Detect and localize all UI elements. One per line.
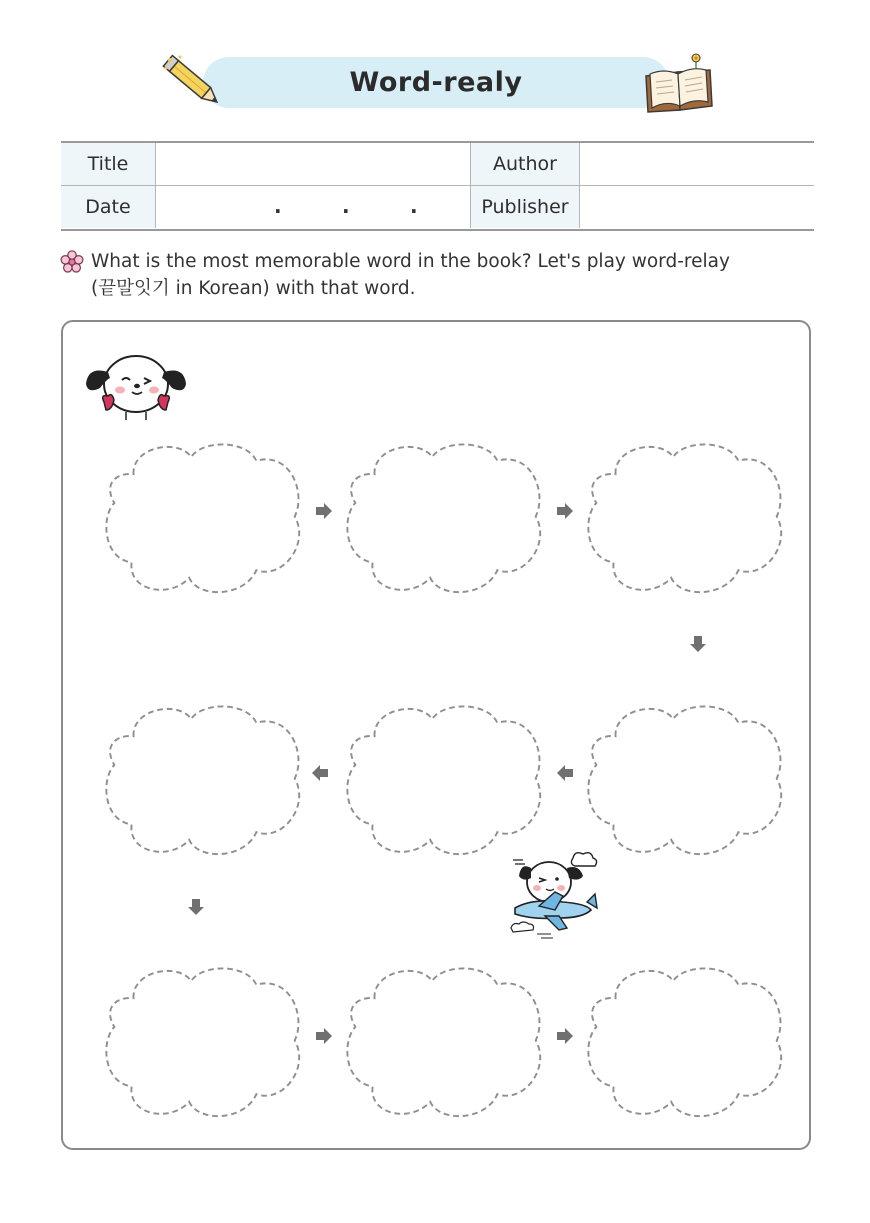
- word-cloud-box[interactable]: [580, 956, 795, 1121]
- instruction-line-1: What is the most memorable word in the book? Let's play word-relay: [91, 251, 730, 272]
- info-row-title: [61, 143, 814, 186]
- word-cloud-box[interactable]: [98, 694, 313, 859]
- arrow-right-icon: [316, 1028, 332, 1044]
- word-cloud-box[interactable]: [98, 432, 313, 597]
- word-cloud-box[interactable]: [580, 432, 795, 597]
- word-cloud-box[interactable]: [339, 956, 554, 1121]
- arrow-left-icon: [312, 765, 328, 781]
- title-field[interactable]: [156, 143, 471, 185]
- instruction-text: [91, 248, 791, 302]
- open-book-icon: [640, 52, 720, 118]
- word-cloud-box[interactable]: [98, 956, 313, 1121]
- word-cloud-box[interactable]: [339, 694, 554, 859]
- arrow-right-icon: [557, 1028, 573, 1044]
- word-cloud-box[interactable]: [580, 694, 795, 859]
- arrow-down-icon: [188, 899, 204, 915]
- author-field[interactable]: [580, 143, 814, 185]
- title-label: Title: [61, 143, 156, 185]
- book-info-table: [61, 141, 814, 231]
- instruction-line-2: (끝말잇기 in Korean) with that word.: [91, 278, 416, 299]
- puppy-illustration: [82, 350, 190, 422]
- author-label: Author: [471, 143, 580, 185]
- pencil-icon: [160, 52, 240, 116]
- date-separator: .: [410, 194, 418, 218]
- publisher-label: Publisher: [471, 186, 580, 228]
- puppy-airplane-illustration: [503, 848, 603, 940]
- arrow-right-icon: [557, 503, 573, 519]
- arrow-left-icon: [557, 765, 573, 781]
- date-field[interactable]: [156, 186, 471, 228]
- arrow-right-icon: [316, 503, 332, 519]
- word-cloud-box[interactable]: [339, 432, 554, 597]
- publisher-field[interactable]: [580, 186, 814, 228]
- date-label: Date: [61, 186, 156, 228]
- info-row-date: [61, 186, 814, 228]
- page-title: Word-realy: [349, 67, 523, 98]
- flower-icon: [60, 250, 84, 274]
- date-separator: .: [342, 194, 350, 218]
- date-separator: .: [274, 194, 282, 218]
- arrow-down-icon: [690, 636, 706, 652]
